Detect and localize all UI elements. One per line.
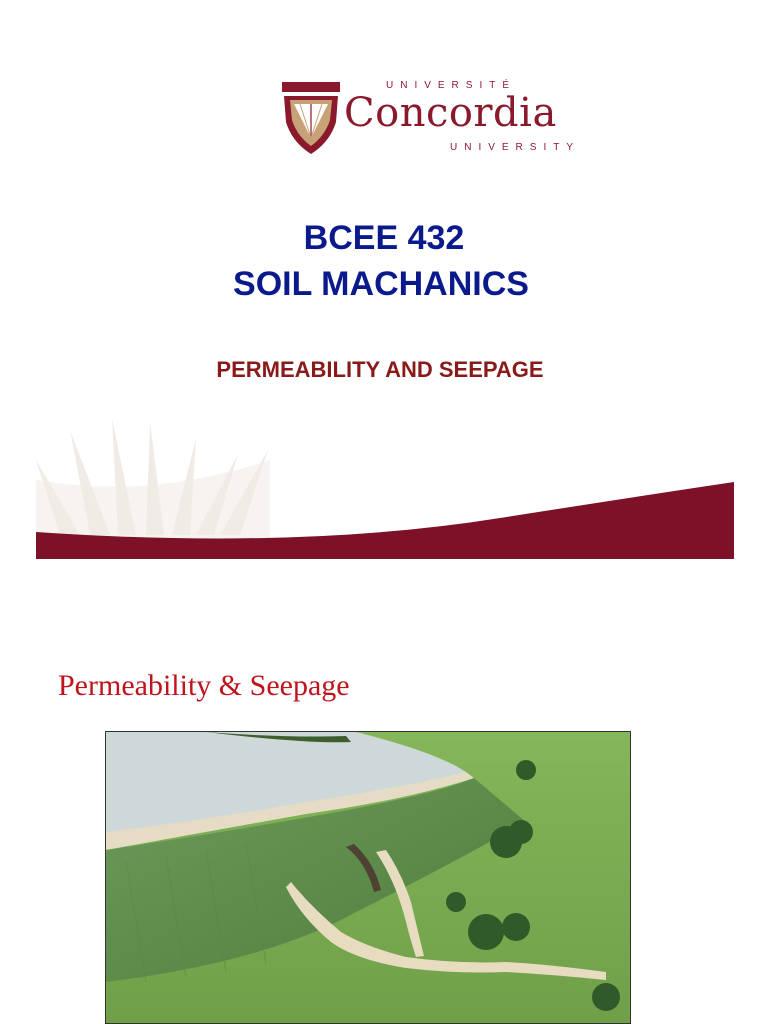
logo-top-text: UNIVERSITÉ (386, 80, 517, 91)
logo-main-text: Concordia (344, 90, 557, 136)
concordia-shield-icon (280, 78, 342, 158)
slide-subtitle: PERMEABILITY AND SEEPAGE (216, 357, 544, 382)
dam-seepage-photo (105, 731, 631, 1024)
logo-bottom-text: UNIVERSITY (450, 142, 581, 153)
course-code: BCEE 432 (303, 219, 465, 257)
course-name: SOIL MACHANICS (233, 265, 529, 303)
concordia-logo (280, 74, 610, 164)
slide-heading: Permeability & Seepage (58, 669, 350, 702)
dam-seepage-aerial-photo-icon (106, 732, 630, 1023)
footer-band-graphic (0, 400, 768, 570)
